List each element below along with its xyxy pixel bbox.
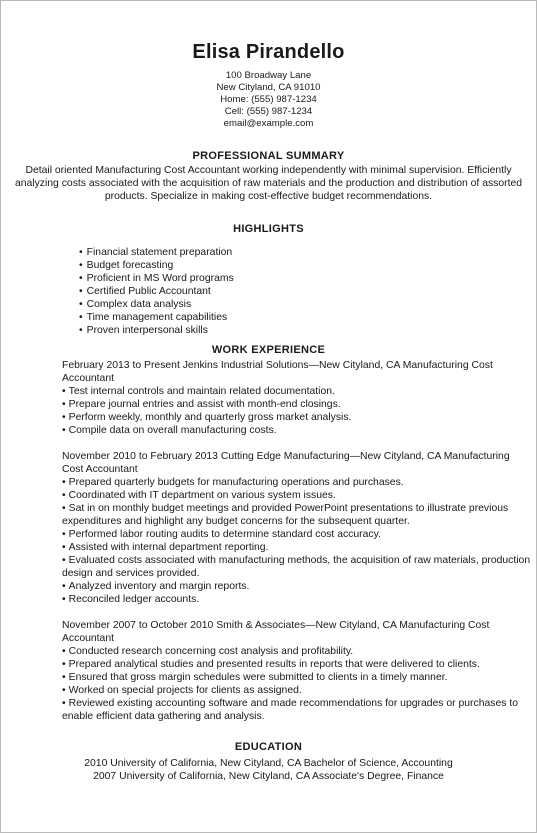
list-item: • Time management capabilities (79, 311, 536, 324)
list-item: • Coordinated with IT department on various system issues. (62, 489, 532, 502)
summary-text: Detail oriented Manufacturing Cost Accountant working independently with minimal supervision. Efficiently analyzing costs associated with the acquisition of raw materials and the production and distribution of assorted products. Specialize in making cost-effective budget recommendations. (14, 165, 523, 202)
experience-title: WORK EXPERIENCE (211, 344, 326, 356)
list-item: 2007 University of California, New Cityland, CA Associate's Degree, Finance (93, 771, 444, 782)
list-item: 2010 University of California, New Cityland, CA Bachelor of Science, Accounting (84, 758, 453, 769)
job-heading: November 2007 to October 2010 Smith & Associates—New Cityland, CA Manufacturing Cost Accountant (62, 620, 490, 644)
list-item: • Analyzed inventory and margin reports. (62, 580, 532, 593)
contact-block (1, 70, 536, 130)
candidate-name: Elisa Pirandello (192, 41, 345, 63)
list-item: • Conducted research concerning cost analysis and profitability. (62, 645, 532, 658)
list-item: • Prepare journal entries and assist with month-end closings. (62, 398, 532, 411)
list-item: • Ensured that gross margin schedules were submitted to clients in a timely manner. (62, 671, 532, 684)
list-item: • Financial statement preparation (79, 246, 536, 259)
job-heading: November 2010 to February 2013 Cutting Edge Manufacturing—New Cityland, CA Manufacturing Cost Accountant (62, 451, 510, 475)
highlights-list (1, 246, 536, 337)
education-title: EDUCATION (234, 741, 303, 753)
list-item: • Proficient in MS Word programs (79, 272, 536, 285)
city-line: New Cityland, CA 91010 (216, 82, 321, 93)
list-item: • Prepared quarterly budgets for manufacturing operations and purchases. (62, 476, 532, 489)
list-item: • Proven interpersonal skills (79, 324, 536, 337)
list-item: • Evaluated costs associated with manufacturing methods, the acquisition of raw materials, production design and services provided. (62, 554, 532, 580)
list-item: • Assisted with internal department reporting. (62, 541, 532, 554)
list-item: • Complex data analysis (79, 298, 536, 311)
list-item: • Worked on special projects for clients as assigned. (62, 684, 532, 697)
summary-title: PROFESSIONAL SUMMARY (192, 150, 345, 162)
list-item: • Perform weekly, monthly and quarterly gross market analysis. (62, 411, 532, 424)
list-item: • Compile data on overall manufacturing costs. (62, 424, 532, 437)
home-phone: Home: (555) 987-1234 (220, 94, 317, 105)
job-entry (1, 450, 536, 606)
email-line: email@example.com (223, 118, 314, 129)
list-item: • Budget forecasting (79, 259, 536, 272)
list-item: • Sat in on monthly budget meetings and provided PowerPoint presentations to illustrate previous expenditures and highlight any budget concerns for the subsequent quarter. (62, 502, 532, 528)
address-line: 100 Broadway Lane (225, 70, 312, 81)
list-item: • Reviewed existing accounting software and made recommendations for upgrades or purchases to enable efficient data gathering and analysis. (62, 697, 532, 723)
job-heading: February 2013 to Present Jenkins Industrial Solutions—New Cityland, CA Manufacturing Cost Accountant (62, 360, 493, 384)
cell-phone: Cell: (555) 987-1234 (224, 106, 313, 117)
list-item: • Prepared analytical studies and presented results in reports that were delivered to clients. (62, 658, 532, 671)
list-item: • Test internal controls and maintain related documentation. (62, 385, 532, 398)
list-item: • Certified Public Accountant (79, 285, 536, 298)
job-entry (1, 359, 536, 437)
list-item: • Reconciled ledger accounts. (62, 593, 532, 606)
education-block (1, 757, 536, 783)
job-entry (1, 619, 536, 723)
highlights-title: HIGHLIGHTS (233, 223, 304, 235)
list-item: • Performed labor routing audits to determine standard cost accuracy. (62, 528, 532, 541)
